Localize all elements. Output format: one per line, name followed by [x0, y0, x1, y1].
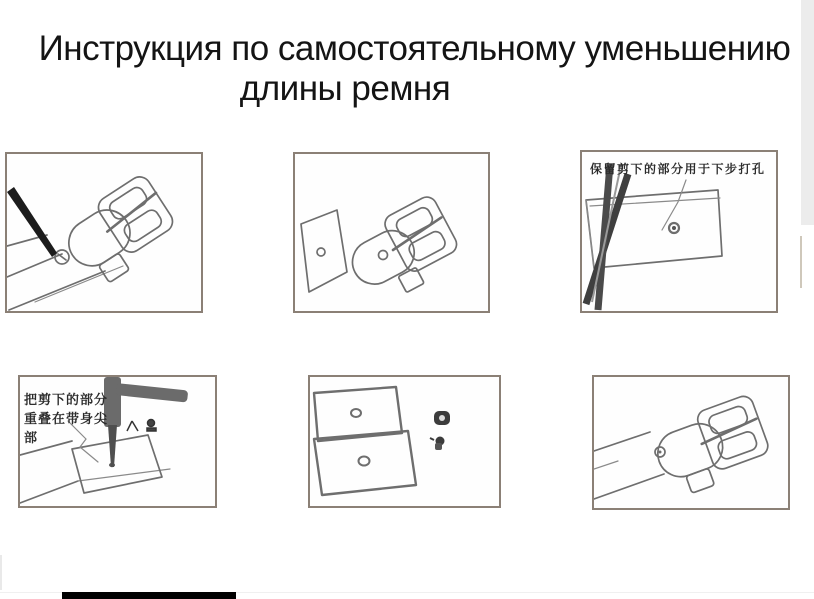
panel-step-6 [592, 375, 790, 510]
finished-belt-illustration [594, 377, 788, 508]
bottom-bar [62, 592, 236, 599]
panel-step-2 [293, 152, 490, 313]
panel-step-4-caption: 把剪下的部分重叠在带身尖部 [24, 393, 109, 446]
panel-step-3-caption: 保留剪下的部分用于下步打孔 [590, 162, 766, 176]
belt-buckle-awl-illustration [7, 154, 201, 311]
punched-pieces-rivet-illustration [310, 377, 499, 506]
panel-step-5 [308, 375, 501, 508]
scrollbar-track[interactable] [801, 0, 814, 225]
page-title-line1: Инструкция по самостоятельному уменьшению [38, 29, 791, 68]
panel-step-4 [18, 375, 217, 508]
awl-icon [7, 187, 57, 257]
page-title-line2: длины ремня [239, 69, 451, 108]
scrollbar-thumb[interactable] [800, 236, 802, 288]
rivet-parts-icon [430, 411, 450, 450]
tiny-marks [127, 420, 156, 432]
buckle-and-cut-piece-illustration [295, 154, 488, 311]
left-edge-strip [0, 555, 2, 590]
panel-step-1 [5, 152, 203, 313]
punch-tool-icon [104, 377, 188, 467]
scissors-icon [586, 164, 628, 310]
panel-step-3 [580, 150, 778, 313]
